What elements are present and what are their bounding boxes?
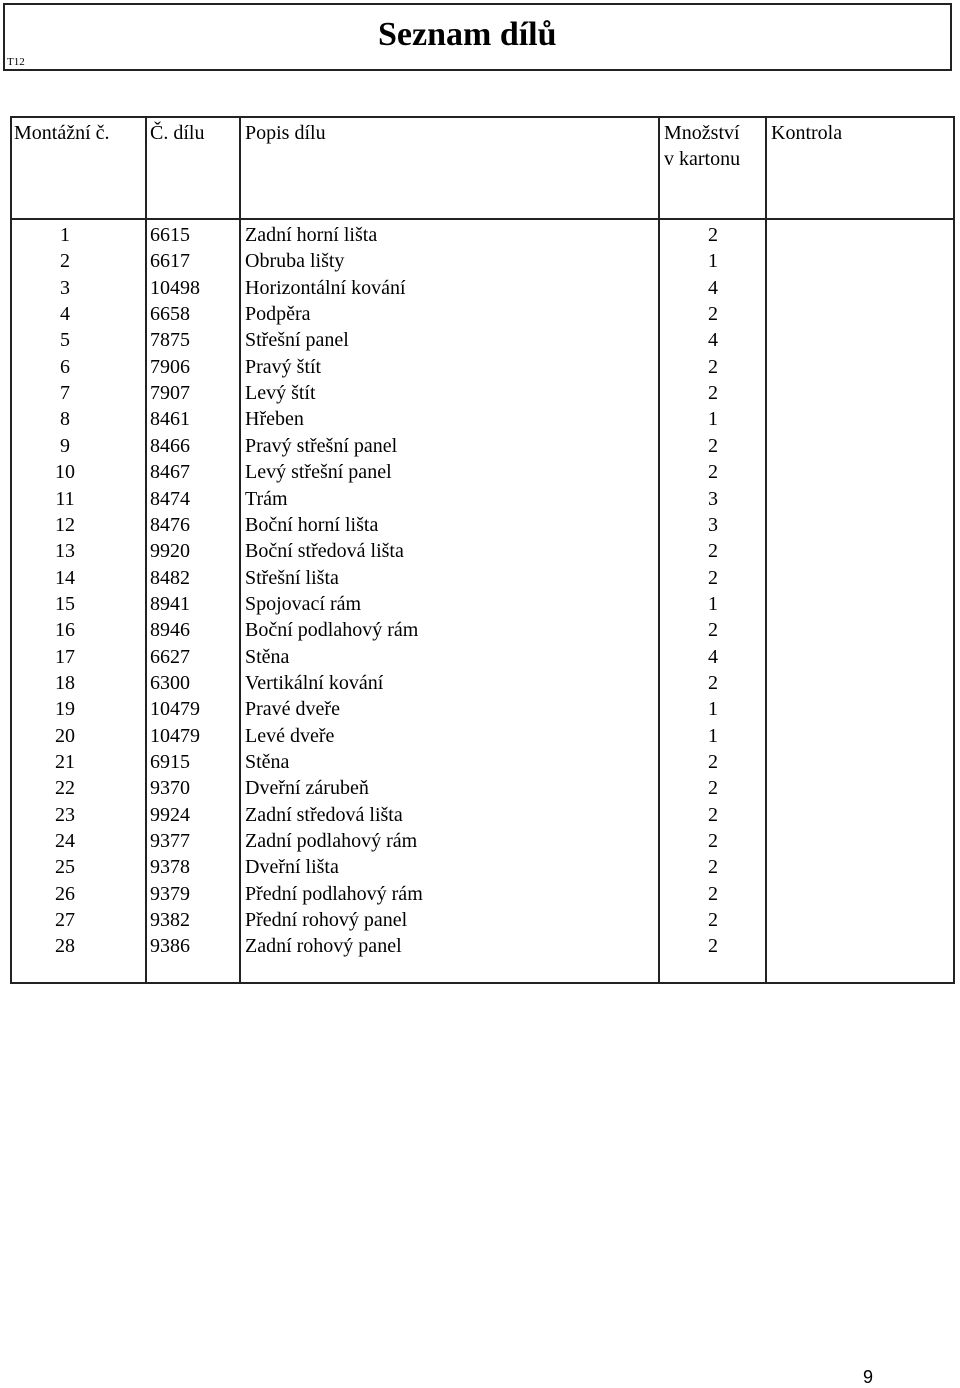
cell-part-no: 6617 [150, 250, 190, 273]
cell-description: Zadní středová lišta [245, 803, 403, 826]
cell-description: Stěna [245, 751, 290, 773]
cell-description: Střešní panel [245, 329, 349, 352]
cell-assembly-no: 28 [55, 935, 75, 958]
cell-quantity: 2 [708, 461, 718, 484]
cell-description: Přední rohový panel [245, 909, 408, 932]
cell-part-no: 9924 [150, 803, 190, 826]
cell-quantity: 2 [708, 882, 718, 905]
table-row [0, 723, 960, 749]
cell-assembly-no: 22 [55, 777, 75, 800]
cell-quantity: 4 [708, 276, 718, 299]
cell-part-no: 10479 [150, 724, 200, 747]
cell-assembly-no: 6 [60, 355, 70, 378]
cell-quantity: 1 [708, 250, 718, 273]
table-row [0, 354, 960, 380]
cell-description: Boční středová lišta [245, 540, 404, 563]
table-row [0, 828, 960, 854]
cell-quantity: 1 [708, 408, 718, 431]
table-row [0, 617, 960, 643]
cell-quantity: 4 [708, 645, 718, 668]
table-row [0, 933, 960, 959]
cell-quantity: 1 [708, 724, 718, 747]
cell-assembly-no: 25 [55, 856, 75, 879]
table-row [0, 406, 960, 432]
header-quantity [664, 120, 740, 172]
cell-part-no: 8482 [150, 566, 190, 589]
cell-quantity: 2 [708, 777, 718, 800]
cell-quantity: 2 [708, 751, 718, 773]
header-check: Kontrola [771, 122, 843, 144]
cell-part-no: 7875 [150, 329, 190, 352]
cell-quantity: 2 [708, 856, 718, 879]
cell-description: Pravý střešní panel [245, 434, 398, 457]
cell-part-no: 7906 [150, 355, 190, 378]
cell-quantity: 2 [708, 830, 718, 853]
cell-assembly-no: 11 [55, 487, 75, 510]
cell-description: Spojovací rám [245, 592, 362, 615]
cell-part-no: 9920 [150, 540, 190, 563]
cell-assembly-no: 24 [55, 830, 75, 853]
table-row [0, 775, 960, 801]
cell-quantity: 2 [708, 382, 718, 405]
table-row [0, 881, 960, 907]
cell-assembly-no: 19 [55, 698, 75, 721]
cell-assembly-no: 3 [60, 276, 70, 299]
cell-description: Obruba lišty [245, 250, 345, 273]
header-quantity-line2: v kartonu [664, 148, 741, 170]
cell-assembly-no: 10 [55, 461, 75, 484]
cell-part-no: 6658 [150, 303, 190, 326]
table-row [0, 248, 960, 274]
cell-assembly-no: 23 [55, 803, 75, 826]
table-row [0, 486, 960, 512]
table-row [0, 380, 960, 406]
header-part-no: Č. dílu [150, 122, 205, 144]
cell-part-no: 9382 [150, 909, 190, 932]
table-row [0, 433, 960, 459]
cell-assembly-no: 2 [60, 250, 70, 273]
cell-part-no: 9386 [150, 935, 190, 958]
cell-assembly-no: 15 [55, 592, 75, 615]
cell-description: Dveřní lišta [245, 856, 339, 879]
cell-quantity: 3 [708, 513, 718, 536]
cell-assembly-no: 7 [60, 382, 70, 405]
cell-description: Zadní podlahový rám [245, 830, 418, 853]
cell-quantity: 1 [708, 592, 718, 615]
cell-quantity: 4 [708, 329, 718, 352]
cell-description: Zadní rohový panel [245, 935, 402, 958]
cell-description: Střešní lišta [245, 566, 339, 589]
table-row [0, 459, 960, 485]
table-row [0, 591, 960, 617]
cell-quantity: 2 [708, 935, 718, 958]
cell-part-no: 8946 [150, 619, 190, 642]
table-row [0, 749, 960, 775]
cell-part-no: 9377 [150, 830, 190, 853]
cell-description: Levé dveře [245, 724, 335, 747]
cell-assembly-no: 8 [60, 408, 70, 431]
cell-assembly-no: 14 [55, 566, 75, 589]
cell-description: Levý štít [245, 382, 316, 405]
cell-description: Zadní horní lišta [245, 224, 378, 246]
cell-part-no: 9370 [150, 777, 190, 800]
cell-quantity: 2 [708, 540, 718, 563]
cell-description: Dveřní zárubeň [245, 777, 369, 800]
cell-quantity: 2 [708, 671, 718, 694]
cell-description: Levý střešní panel [245, 461, 392, 484]
page-number: 9 [863, 1367, 874, 1387]
cell-part-no: 10498 [150, 276, 200, 299]
cell-assembly-no: 18 [55, 671, 75, 694]
cell-part-no: 8466 [150, 434, 190, 457]
cell-part-no: 7907 [150, 382, 190, 405]
cell-part-no: 6615 [150, 224, 190, 246]
cell-description: Pravé dveře [245, 698, 340, 721]
table-row [0, 512, 960, 538]
cell-part-no: 6915 [150, 751, 190, 773]
cell-quantity: 2 [708, 303, 718, 326]
cell-assembly-no: 13 [55, 540, 75, 563]
cell-description: Podpěra [245, 303, 311, 326]
cell-assembly-no: 1 [60, 224, 70, 246]
table-row [0, 275, 960, 301]
cell-description: Hřeben [245, 408, 304, 431]
cell-assembly-no: 27 [55, 909, 75, 932]
table-row [0, 854, 960, 880]
cell-part-no: 8474 [150, 487, 190, 510]
header-assembly-no: Montážní č. [14, 122, 110, 144]
table-row [0, 670, 960, 696]
cell-description: Stěna [245, 645, 290, 668]
cell-part-no: 9379 [150, 882, 190, 905]
cell-description: Boční podlahový rám [245, 619, 419, 642]
cell-part-no: 9378 [150, 856, 190, 879]
cell-part-no: 6627 [150, 645, 190, 668]
page-title: Seznam dílů [378, 16, 557, 53]
cell-description: Pravý štít [245, 355, 322, 378]
cell-part-no: 8467 [150, 461, 190, 484]
cell-description: Přední podlahový rám [245, 882, 423, 905]
cell-quantity: 2 [708, 434, 718, 457]
table-row [0, 696, 960, 722]
cell-part-no: 8461 [150, 408, 190, 431]
cell-assembly-no: 21 [55, 751, 75, 773]
cell-quantity: 3 [708, 487, 718, 510]
cell-description: Trám [245, 487, 288, 510]
cell-quantity: 2 [708, 224, 718, 246]
cell-description: Boční horní lišta [245, 513, 379, 536]
cell-description: Vertikální kování [245, 671, 384, 694]
table-row [0, 907, 960, 933]
cell-assembly-no: 9 [60, 434, 70, 457]
table-row [0, 565, 960, 591]
header-divider [10, 218, 955, 220]
cell-quantity: 2 [708, 803, 718, 826]
table-row [0, 222, 960, 248]
cell-part-no: 8941 [150, 592, 190, 615]
cell-quantity: 2 [708, 355, 718, 378]
cell-assembly-no: 26 [55, 882, 75, 905]
cell-assembly-no: 4 [60, 303, 70, 326]
table-row [0, 644, 960, 670]
cell-assembly-no: 17 [55, 645, 75, 668]
cell-part-no: 8476 [150, 513, 190, 536]
cell-assembly-no: 5 [60, 329, 70, 352]
cell-assembly-no: 20 [55, 724, 75, 747]
document-code: T12 [7, 56, 25, 68]
cell-quantity: 2 [708, 566, 718, 589]
cell-assembly-no: 12 [55, 513, 75, 536]
cell-quantity: 2 [708, 909, 718, 932]
header-description: Popis dílu [245, 122, 326, 144]
cell-quantity: 2 [708, 619, 718, 642]
header-quantity-line1: Množství [664, 122, 740, 144]
cell-quantity: 1 [708, 698, 718, 721]
cell-part-no: 6300 [150, 671, 190, 694]
table-row [0, 538, 960, 564]
table-row [0, 802, 960, 828]
table-row [0, 301, 960, 327]
table-row [0, 327, 960, 353]
cell-description: Horizontální kování [245, 276, 406, 299]
cell-assembly-no: 16 [55, 619, 75, 642]
cell-part-no: 10479 [150, 698, 200, 721]
